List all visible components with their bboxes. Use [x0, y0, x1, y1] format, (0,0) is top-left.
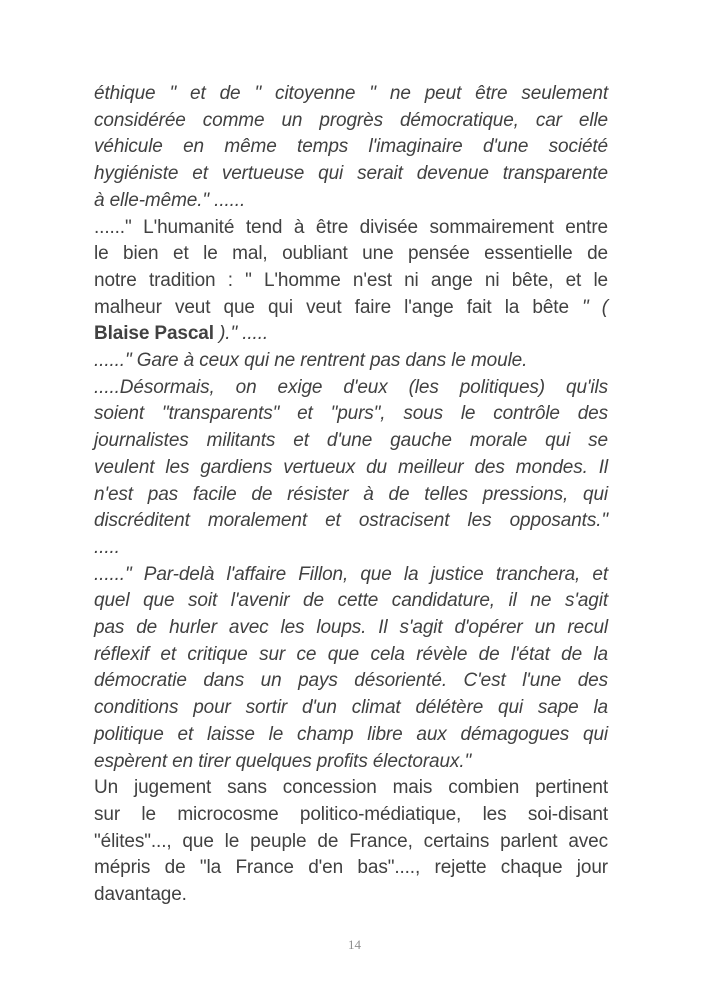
text-segment: hygiéniste et vertueuse qui serait devenue transparente — [94, 163, 608, 185]
text-line — [94, 401, 608, 428]
text-segment: véhicule en même temps l'imaginaire d'une société — [94, 136, 608, 158]
text-segment: considérée comme un progrès démocratique, car elle — [94, 109, 608, 131]
text-line — [94, 615, 608, 642]
text-segment: davantage. — [94, 884, 187, 906]
text-line — [94, 882, 608, 909]
text-line — [94, 134, 608, 161]
text-line — [94, 428, 608, 455]
text-line — [94, 829, 608, 856]
text-line — [94, 695, 608, 722]
text-segment: mépris de "la France d'en bas"...., rejette chaque jour — [94, 857, 608, 879]
text-segment: conditions pour sortir d'un climat délétère qui sape la — [94, 697, 608, 719]
text-segment: démocratie dans un pays désorienté. C'est l'une des — [94, 670, 608, 692]
text-line — [94, 588, 608, 615]
text-segment: ..... — [94, 536, 120, 558]
text-line — [94, 802, 608, 829]
text-line — [94, 855, 608, 882]
text-segment: ......" Par-delà l'affaire Fillon, que la justice tranchera, et — [94, 563, 608, 585]
text-line — [94, 642, 608, 669]
text-line — [94, 268, 608, 295]
text-segment: n'est pas facile de résister à de telles pressions, qui — [94, 483, 608, 505]
text-line — [94, 188, 608, 215]
text-segment: soient "transparents" et "purs", sous le contrôle des — [94, 403, 608, 425]
text-segment: politique et laisse le champ libre aux démagogues qui — [94, 723, 608, 745]
text-block — [94, 81, 608, 909]
text-line — [94, 535, 608, 562]
text-segment: discréditent moralement et ostracisent les opposants." — [94, 510, 608, 532]
text-line — [94, 508, 608, 535]
text-segment: " ( — [582, 296, 608, 318]
text-line — [94, 321, 608, 348]
text-segment: ......" L'humanité tend à être divisée sommairement entre — [94, 216, 608, 238]
text-line — [94, 295, 608, 322]
text-segment: pas de hurler avec les loups. Il s'agit d'opérer un recul — [94, 617, 608, 639]
text-segment: à elle-même." ...... — [94, 189, 246, 211]
text-line — [94, 668, 608, 695]
text-line — [94, 241, 608, 268]
text-segment: notre tradition : " L'homme n'est ni ange ni bête, et le — [94, 269, 608, 291]
text-segment: .....Désormais, on exige d'eux (les politiques) qu'ils — [94, 376, 608, 398]
text-segment: éthique " et de " citoyenne " ne peut être seulement — [94, 83, 608, 104]
text-segment: Blaise Pascal — [94, 323, 214, 345]
text-line — [94, 161, 608, 188]
text-line — [94, 749, 608, 776]
text-segment: malheur veut que qui veut faire l'ange fait la bête — [94, 296, 583, 318]
text-segment: réflexif et critique sur ce que cela révèle de l'état de la — [94, 643, 608, 665]
text-segment: Un jugement sans concession mais combien pertinent — [94, 777, 608, 799]
text-segment: veulent les gardiens vertueux du meilleur des mondes. Il — [94, 456, 608, 478]
text-segment: sur le microcosme politico-médiatique, les soi-disant — [94, 803, 608, 825]
text-segment: le bien et le mal, oubliant une pensée essentielle de — [94, 243, 608, 265]
text-segment: "élites"..., que le peuple de France, certains parlent avec — [94, 830, 608, 852]
text-segment: ......" Gare à ceux qui ne rentrent pas dans le moule. — [94, 350, 528, 372]
text-line — [94, 455, 608, 482]
text-segment: journalistes militants et d'une gauche morale qui se — [94, 430, 608, 452]
text-line — [94, 108, 608, 135]
text-line — [94, 722, 608, 749]
text-line — [94, 348, 608, 375]
text-line — [94, 375, 608, 402]
text-segment: )." ..... — [213, 323, 269, 345]
text-line — [94, 215, 608, 242]
text-segment: quel que soit l'avenir de cette candidature, il ne s'agit — [94, 590, 608, 612]
text-line — [94, 562, 608, 589]
text-line — [94, 81, 608, 108]
text-line — [94, 482, 608, 509]
text-segment: espèrent en tirer quelques profits électoraux." — [94, 750, 472, 772]
page-number: 14 — [348, 937, 361, 952]
text-line — [94, 775, 608, 802]
